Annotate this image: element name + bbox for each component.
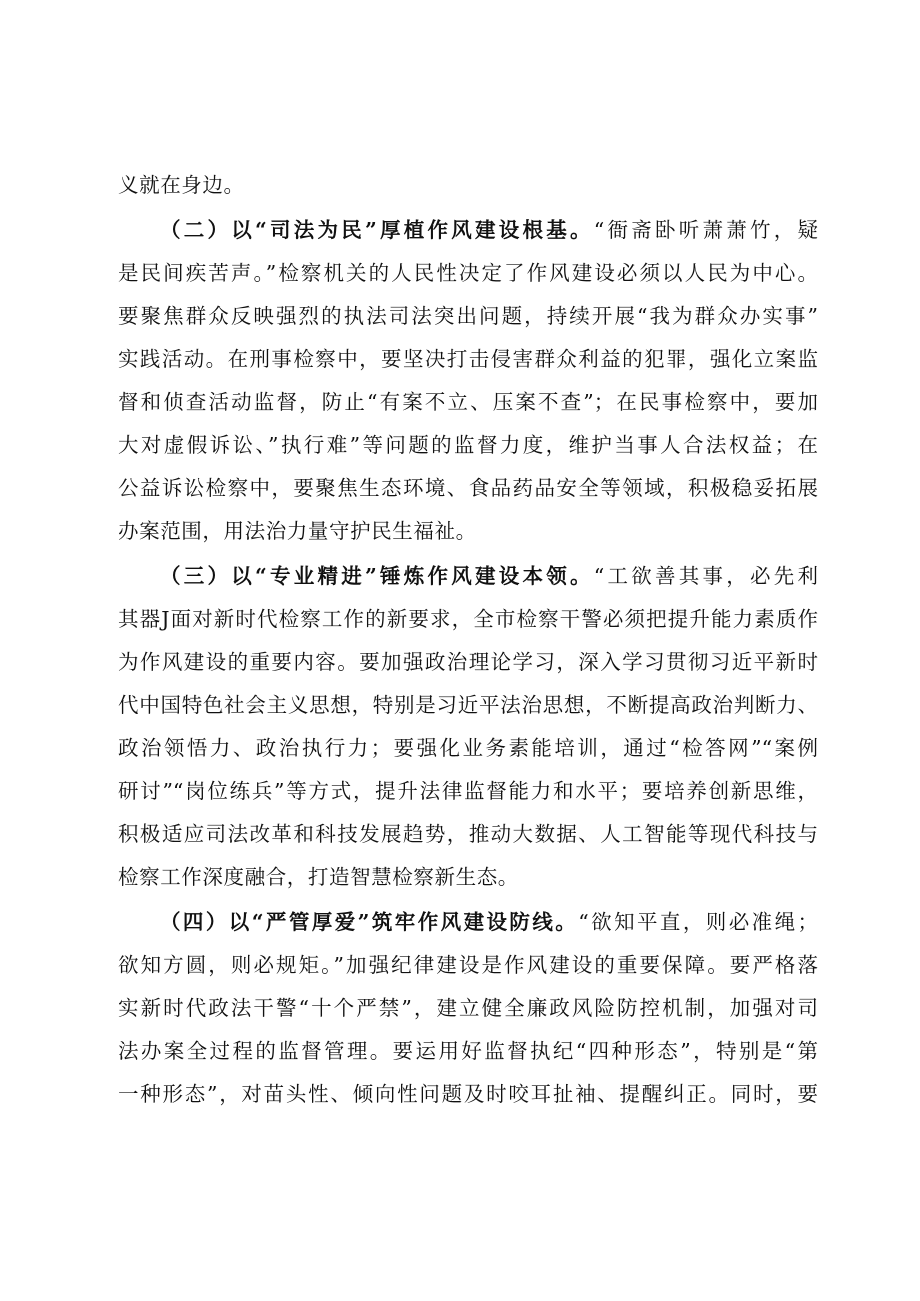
text-line: 欲知方圆，则必规矩。”加强纪律建设是作风建设的重要保障。要严格落 xyxy=(118,953,818,977)
text-span: “工欲善其事，必先利 xyxy=(593,564,818,588)
text-line: 大对虚假诉讼、”执行难”等问题的监督力度，维护当事人合法权益；在 xyxy=(118,433,818,457)
text-line: 代中国特色社会主义思想，特别是习近平法治思想，不断提高政治判断力、 xyxy=(118,693,818,717)
text-line: 是民间疾苦声。”检察机关的人民性决定了作风建设必须以人民为中心。 xyxy=(118,261,818,285)
heading-line-4 xyxy=(160,908,818,936)
text-line: 义就在身边。 xyxy=(118,173,245,197)
text-span: “衙斋卧听萧萧竹，疑 xyxy=(593,218,818,242)
text-line: 政治领悟力、政治执行力；要强化业务素能培训，通过“检答网”“案例 xyxy=(118,736,818,760)
text-line: 其器J面对新时代检察工作的新要求，全市检察干警必须把提升能力素质作 xyxy=(118,607,818,631)
text-line: 实新时代政法干警“十个严禁”，建立健全廉政风险防控机制，加强对司 xyxy=(118,996,818,1020)
text-line: 为作风建设的重要内容。要加强政治理论学习，深入学习贯彻习近平新时 xyxy=(118,650,818,674)
section-heading-2: （二）以“司法为民”厚植作风建设根基。 xyxy=(160,218,594,242)
text-line: 一种形态”，对苗头性、倾向性问题及时咬耳扯袖、提醒纠正。同时，要 xyxy=(118,1082,818,1106)
text-line: 督和侦查活动监督，防止“有案不立、压案不查”；在民事检察中，要加 xyxy=(118,390,818,414)
section-heading-4: （四）以“严管厚爱”筑牢作风建设防线。 xyxy=(160,910,579,934)
text-line: 法办案全过程的监督管理。要运用好监督执纪“四种形态”，特别是“第 xyxy=(118,1039,818,1063)
text-span: “欲知平直，则必准绳； xyxy=(578,910,818,934)
text-line: 实践活动。在刑事检察中，要坚决打击侵害群众利益的犯罪，强化立案监 xyxy=(118,347,818,371)
heading-line-2 xyxy=(160,216,818,244)
text-line: 办案范围，用法治力量守护民生福祉。 xyxy=(118,519,477,543)
text-line: 要聚焦群众反映强烈的执法司法突出问题，持续开展“我为群众办实事” xyxy=(118,304,818,328)
text-line: 公益诉讼检察中，要聚焦生态环境、食品药品安全等领域，积极稳妥拓展 xyxy=(118,476,818,500)
heading-line-3 xyxy=(160,562,818,590)
section-heading-3: （三）以“专业精进”锤炼作风建设本领。 xyxy=(160,564,594,588)
text-line: 积极适应司法改革和科技发展趋势，推动大数据、人工智能等现代科技与 xyxy=(118,822,818,846)
text-line: 研讨”“岗位练兵”等方式，提升法律监督能力和水平；要培养创新思维， xyxy=(118,779,818,803)
text-line: 检察工作深度融合，打造智慧检察新生态。 xyxy=(118,865,519,889)
